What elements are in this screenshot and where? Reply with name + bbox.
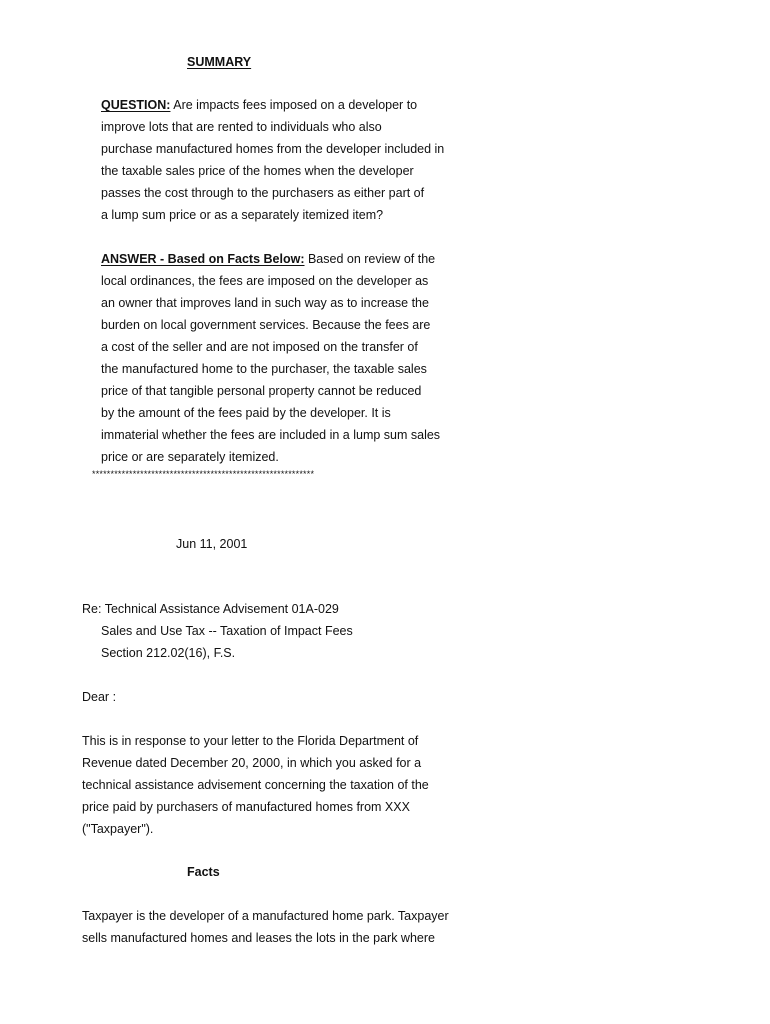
re-line-1: Re: Technical Assistance Advisement 01A-029 [82, 602, 339, 616]
intro-line-5: ("Taxpayer"). [82, 822, 154, 836]
question-line-3: purchase manufactured homes from the developer included in [101, 142, 445, 156]
answer-line-5: a cost of the seller and are not imposed on the transfer of [101, 340, 418, 354]
answer-label: ANSWER - Based on Facts Below: [101, 252, 305, 266]
summary-heading: SUMMARY [187, 55, 252, 69]
re-line-3: Section 212.02(16), F.S. [101, 646, 236, 660]
question-label: QUESTION: [101, 98, 171, 112]
re-line-2: Sales and Use Tax -- Taxation of Impact Fees [101, 624, 353, 638]
answer-line-1 [101, 251, 435, 267]
intro-line-4: price paid by purchasers of manufactured homes from XXX [82, 800, 410, 814]
question-line-2: improve lots that are rented to individuals who also [101, 120, 382, 134]
intro-line-1: This is in response to your letter to the Florida Department of [82, 734, 419, 748]
answer-line-10: price or are separately itemized. [101, 450, 279, 464]
question-line-6: a lump sum price or as a separately itemized item? [101, 208, 384, 222]
answer-line-8: by the amount of the fees paid by the developer. It is [101, 406, 391, 420]
summary-separator: ************************************************************ [92, 469, 315, 479]
intro-line-3: technical assistance advisement concerning the taxation of the [82, 778, 429, 792]
answer-line-7: price of that tangible personal property cannot be reduced [101, 384, 422, 398]
question-text-1: Are impacts fees imposed on a developer to [170, 98, 418, 112]
question-line-1 [101, 97, 417, 113]
answer-line-3: an owner that improves land in such way as to increase the [101, 296, 429, 310]
intro-line-2: Revenue dated December 20, 2000, in which you asked for a [82, 756, 422, 770]
salutation: Dear : [82, 690, 117, 704]
letter-date: Jun 11, 2001 [176, 537, 248, 551]
answer-line-4: burden on local government services. Because the fees are [101, 318, 431, 332]
answer-text-1: Based on review of the [304, 252, 436, 266]
answer-line-9: immaterial whether the fees are included in a lump sum sales [101, 428, 441, 442]
answer-line-6: the manufactured home to the purchaser, the taxable sales [101, 362, 427, 376]
facts-heading: Facts [187, 865, 220, 879]
facts-line-2: sells manufactured homes and leases the lots in the park where [82, 931, 435, 945]
question-line-5: passes the cost through to the purchasers as either part of [101, 186, 425, 200]
answer-line-2: local ordinances, the fees are imposed on the developer as [101, 274, 429, 288]
question-line-4: the taxable sales price of the homes when the developer [101, 164, 414, 178]
facts-line-1: Taxpayer is the developer of a manufactured home park. Taxpayer [82, 909, 449, 923]
